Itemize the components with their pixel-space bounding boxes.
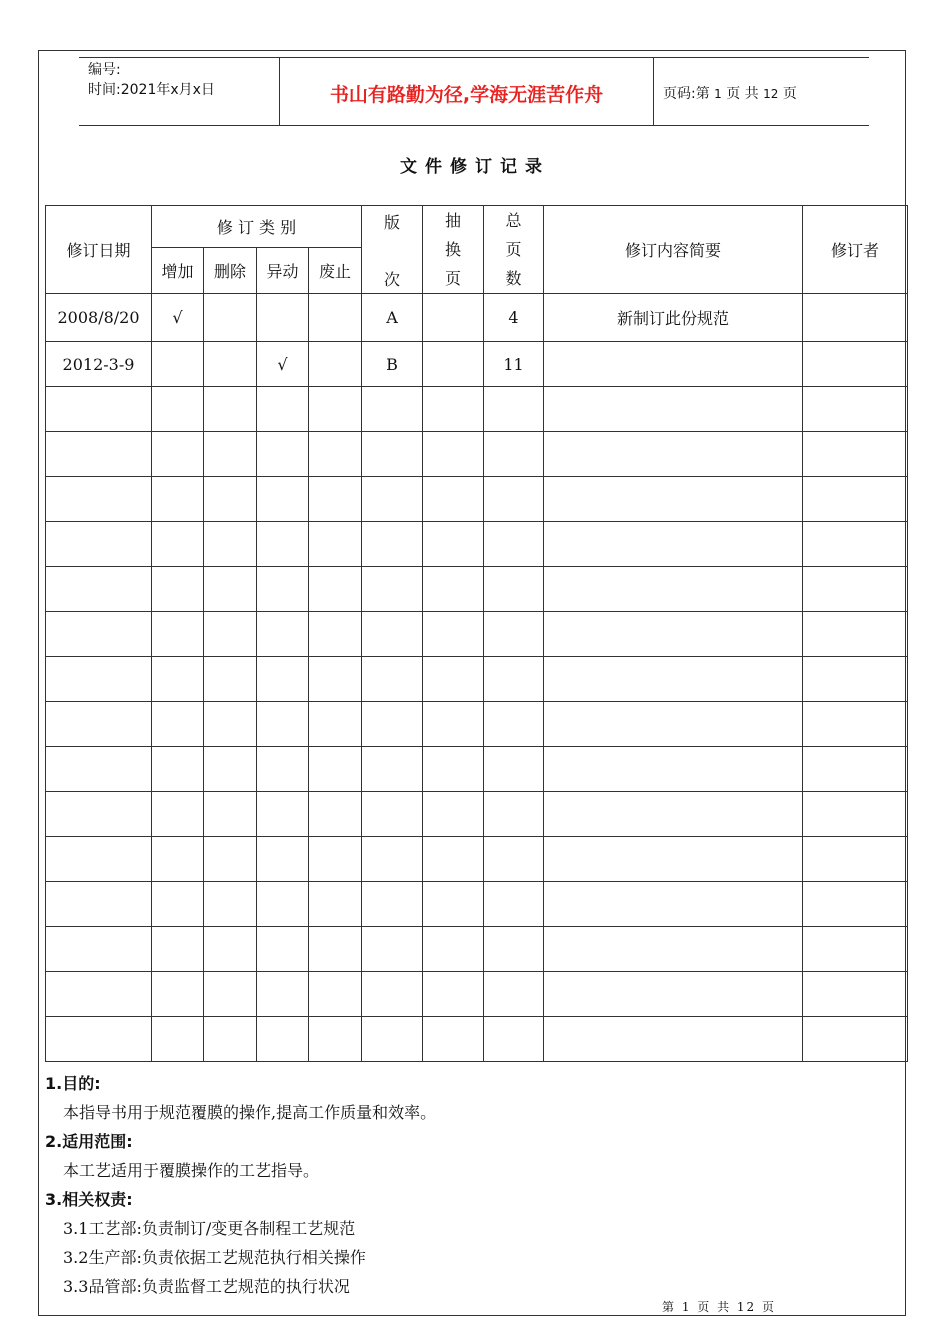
cell-change: [257, 387, 309, 432]
table-row: [46, 657, 908, 702]
cell-swap: [423, 882, 484, 927]
cell-abolish: [309, 294, 362, 342]
cell-version: [362, 612, 423, 657]
cell-change: [257, 567, 309, 612]
cell-date: [46, 522, 152, 567]
cell-total: [484, 522, 544, 567]
cell-swap: [423, 927, 484, 972]
cell-reviser: [803, 477, 908, 522]
table-row: [46, 387, 908, 432]
page-current: 1: [714, 87, 722, 101]
cell-delete: [204, 477, 257, 522]
cell-abolish: [309, 657, 362, 702]
cell-date: [46, 1017, 152, 1062]
cell-date: [46, 612, 152, 657]
cell-delete: [204, 837, 257, 882]
cell-date: 2008/8/20: [46, 294, 152, 342]
cell-swap: [423, 747, 484, 792]
document-title: 文件修订记录: [400, 157, 550, 177]
cell-swap: [423, 387, 484, 432]
cell-add: [152, 792, 204, 837]
cell-reviser: [803, 702, 908, 747]
cell-reviser: [803, 612, 908, 657]
revision-table: [45, 205, 908, 1062]
section-1-title: 1.目的:: [45, 1074, 101, 1093]
cell-version: A: [362, 294, 423, 342]
cell-total: [484, 477, 544, 522]
cell-add: [152, 702, 204, 747]
cell-reviser: [803, 1017, 908, 1062]
table-row: [46, 927, 908, 972]
cell-delete: [204, 657, 257, 702]
cell-reviser: [803, 567, 908, 612]
section-2-title: 2.适用范围:: [45, 1132, 133, 1151]
header-divider: [653, 58, 654, 125]
cell-total: [484, 927, 544, 972]
cell-add: [152, 747, 204, 792]
section-3-item-1: 3.1工艺部:负责制订/变更各制程工艺规范: [63, 1219, 356, 1238]
header-type-add: 增加: [152, 248, 204, 294]
cell-delete: [204, 387, 257, 432]
cell-swap: [423, 522, 484, 567]
cell-summary: 新制订此份规范: [544, 294, 803, 342]
cell-reviser: [803, 927, 908, 972]
cell-delete: [204, 342, 257, 387]
cell-delete: [204, 1017, 257, 1062]
table-row: [46, 837, 908, 882]
cell-total: [484, 657, 544, 702]
cell-reviser: [803, 387, 908, 432]
cell-abolish: [309, 702, 362, 747]
cell-abolish: [309, 567, 362, 612]
cell-delete: [204, 927, 257, 972]
cell-abolish: [309, 612, 362, 657]
cell-delete: [204, 882, 257, 927]
cell-change: [257, 927, 309, 972]
cell-delete: [204, 972, 257, 1017]
cell-date: [46, 387, 152, 432]
header-page-info: [663, 83, 797, 103]
cell-summary: [544, 747, 803, 792]
cell-reviser: [803, 522, 908, 567]
table-row: [46, 294, 908, 342]
page-footer: 第 1 页 共 12 页: [662, 1300, 776, 1314]
cell-summary: [544, 972, 803, 1017]
cell-total: 4: [484, 294, 544, 342]
cell-swap: [423, 972, 484, 1017]
cell-abolish: [309, 342, 362, 387]
table-row: [46, 567, 908, 612]
cell-reviser: [803, 792, 908, 837]
cell-summary: [544, 792, 803, 837]
cell-reviser: [803, 747, 908, 792]
header-date: 修订日期: [46, 206, 152, 294]
cell-total: [484, 837, 544, 882]
section-1-text: 本指导书用于规范覆膜的操作,提高工作质量和效率。: [63, 1103, 437, 1122]
cell-delete: [204, 792, 257, 837]
header-meta: [88, 60, 215, 100]
cell-change: [257, 792, 309, 837]
header-type-change: 异动: [257, 248, 309, 294]
cell-version: [362, 972, 423, 1017]
header-reviser: 修订者: [803, 206, 908, 294]
table-row: [46, 972, 908, 1017]
cell-delete: [204, 747, 257, 792]
cell-summary: [544, 837, 803, 882]
cell-change: [257, 702, 309, 747]
header-swap: [423, 206, 484, 294]
cell-version: [362, 1017, 423, 1062]
cell-add: [152, 477, 204, 522]
header-total-3: 数: [505, 269, 522, 288]
cell-add: [152, 1017, 204, 1062]
table-row: [46, 612, 908, 657]
cell-change: [257, 432, 309, 477]
cell-version: [362, 477, 423, 522]
cell-add: √: [152, 294, 204, 342]
cell-date: [46, 882, 152, 927]
cell-summary: [544, 432, 803, 477]
cell-reviser: [803, 342, 908, 387]
table-row: [46, 522, 908, 567]
cell-change: [257, 747, 309, 792]
cell-add: [152, 972, 204, 1017]
header-version-top: 版: [384, 212, 401, 232]
header-summary: 修订内容简要: [544, 206, 803, 294]
cell-total: [484, 747, 544, 792]
cell-date: [46, 747, 152, 792]
cell-version: [362, 387, 423, 432]
cell-delete: [204, 612, 257, 657]
cell-summary: [544, 477, 803, 522]
header-version-bottom: 次: [384, 269, 401, 289]
header-type-delete: 删除: [204, 248, 257, 294]
table-row: [46, 792, 908, 837]
cell-summary: [544, 567, 803, 612]
cell-change: [257, 612, 309, 657]
cell-swap: [423, 792, 484, 837]
cell-delete: [204, 294, 257, 342]
cell-total: [484, 882, 544, 927]
cell-summary: [544, 342, 803, 387]
cell-swap: [423, 657, 484, 702]
cell-abolish: [309, 927, 362, 972]
page-suffix: 页: [782, 86, 797, 102]
cell-summary: [544, 657, 803, 702]
table-row: [46, 702, 908, 747]
header-swap-1: 抽: [445, 211, 462, 230]
cell-total: [484, 792, 544, 837]
cell-total: [484, 612, 544, 657]
cell-reviser: [803, 294, 908, 342]
cell-add: [152, 927, 204, 972]
cell-add: [152, 657, 204, 702]
cell-add: [152, 612, 204, 657]
cell-reviser: [803, 657, 908, 702]
cell-date: [46, 477, 152, 522]
cell-total: [484, 702, 544, 747]
page-prefix: 页码:第: [663, 86, 710, 102]
cell-date: 2012-3-9: [46, 342, 152, 387]
cell-abolish: [309, 792, 362, 837]
cell-swap: [423, 837, 484, 882]
table-row: [46, 882, 908, 927]
table-header-row: [46, 206, 908, 248]
cell-swap: [423, 432, 484, 477]
cell-total: [484, 1017, 544, 1062]
cell-date: [46, 657, 152, 702]
header-total-1: 总: [505, 211, 522, 230]
cell-summary: [544, 612, 803, 657]
header-type: 修 订 类 别: [152, 206, 362, 248]
header-motto: 书山有路勤为径,学海无涯苦作舟: [329, 84, 604, 106]
cell-date: [46, 837, 152, 882]
cell-date: [46, 702, 152, 747]
header-swap-3: 页: [445, 269, 462, 288]
cell-summary: [544, 387, 803, 432]
cell-reviser: [803, 972, 908, 1017]
cell-total: [484, 432, 544, 477]
page-total: 12: [763, 87, 779, 101]
cell-change: [257, 882, 309, 927]
cell-swap: [423, 567, 484, 612]
section-3-item-2: 3.2生产部:负责依据工艺规范执行相关操作: [63, 1248, 366, 1267]
cell-version: [362, 927, 423, 972]
cell-total: [484, 567, 544, 612]
cell-total: [484, 387, 544, 432]
cell-change: [257, 837, 309, 882]
cell-change: [257, 477, 309, 522]
cell-version: [362, 747, 423, 792]
cell-delete: [204, 522, 257, 567]
cell-reviser: [803, 882, 908, 927]
cell-version: [362, 702, 423, 747]
cell-total: 11: [484, 342, 544, 387]
cell-date: [46, 567, 152, 612]
cell-version: [362, 792, 423, 837]
cell-abolish: [309, 477, 362, 522]
cell-summary: [544, 1017, 803, 1062]
cell-summary: [544, 522, 803, 567]
cell-reviser: [803, 837, 908, 882]
cell-version: [362, 567, 423, 612]
cell-add: [152, 522, 204, 567]
cell-change: [257, 522, 309, 567]
cell-abolish: [309, 1017, 362, 1062]
table-row: [46, 1017, 908, 1062]
section-3-title: 3.相关权责:: [45, 1190, 133, 1209]
cell-abolish: [309, 837, 362, 882]
table-row: [46, 432, 908, 477]
cell-change: [257, 972, 309, 1017]
cell-delete: [204, 432, 257, 477]
cell-version: [362, 837, 423, 882]
cell-add: [152, 387, 204, 432]
page-mid: 页 共: [726, 86, 759, 102]
cell-change: [257, 294, 309, 342]
cell-add: [152, 882, 204, 927]
cell-add: [152, 567, 204, 612]
cell-swap: [423, 342, 484, 387]
cell-date: [46, 432, 152, 477]
document-time: 时间:2021年x月x日: [88, 82, 215, 98]
cell-total: [484, 972, 544, 1017]
cell-abolish: [309, 882, 362, 927]
header-total-pages: [484, 206, 544, 294]
cell-swap: [423, 294, 484, 342]
cell-abolish: [309, 522, 362, 567]
cell-version: [362, 657, 423, 702]
cell-reviser: [803, 432, 908, 477]
cell-date: [46, 927, 152, 972]
cell-summary: [544, 882, 803, 927]
cell-change: √: [257, 342, 309, 387]
cell-version: [362, 432, 423, 477]
table-row: [46, 747, 908, 792]
cell-swap: [423, 1017, 484, 1062]
cell-abolish: [309, 387, 362, 432]
cell-add: [152, 837, 204, 882]
cell-delete: [204, 702, 257, 747]
header-swap-2: 换: [445, 240, 462, 259]
cell-summary: [544, 927, 803, 972]
cell-date: [46, 972, 152, 1017]
cell-change: [257, 657, 309, 702]
cell-abolish: [309, 972, 362, 1017]
cell-swap: [423, 477, 484, 522]
section-3-item-3: 3.3品管部:负责监督工艺规范的执行状况: [63, 1277, 350, 1296]
cell-abolish: [309, 747, 362, 792]
table-row: [46, 477, 908, 522]
cell-swap: [423, 612, 484, 657]
cell-add: [152, 432, 204, 477]
header-type-abolish: 废止: [309, 248, 362, 294]
cell-add: [152, 342, 204, 387]
header-version: [362, 206, 423, 294]
cell-delete: [204, 567, 257, 612]
section-2-text: 本工艺适用于覆膜操作的工艺指导。: [63, 1161, 320, 1180]
header-total-2: 页: [505, 240, 522, 259]
document-number-label: 编号:: [88, 62, 121, 78]
cell-date: [46, 792, 152, 837]
cell-summary: [544, 702, 803, 747]
cell-swap: [423, 702, 484, 747]
cell-version: [362, 522, 423, 567]
cell-abolish: [309, 432, 362, 477]
table-row: [46, 342, 908, 387]
cell-version: [362, 882, 423, 927]
cell-version: B: [362, 342, 423, 387]
cell-change: [257, 1017, 309, 1062]
document-header: [79, 57, 869, 126]
